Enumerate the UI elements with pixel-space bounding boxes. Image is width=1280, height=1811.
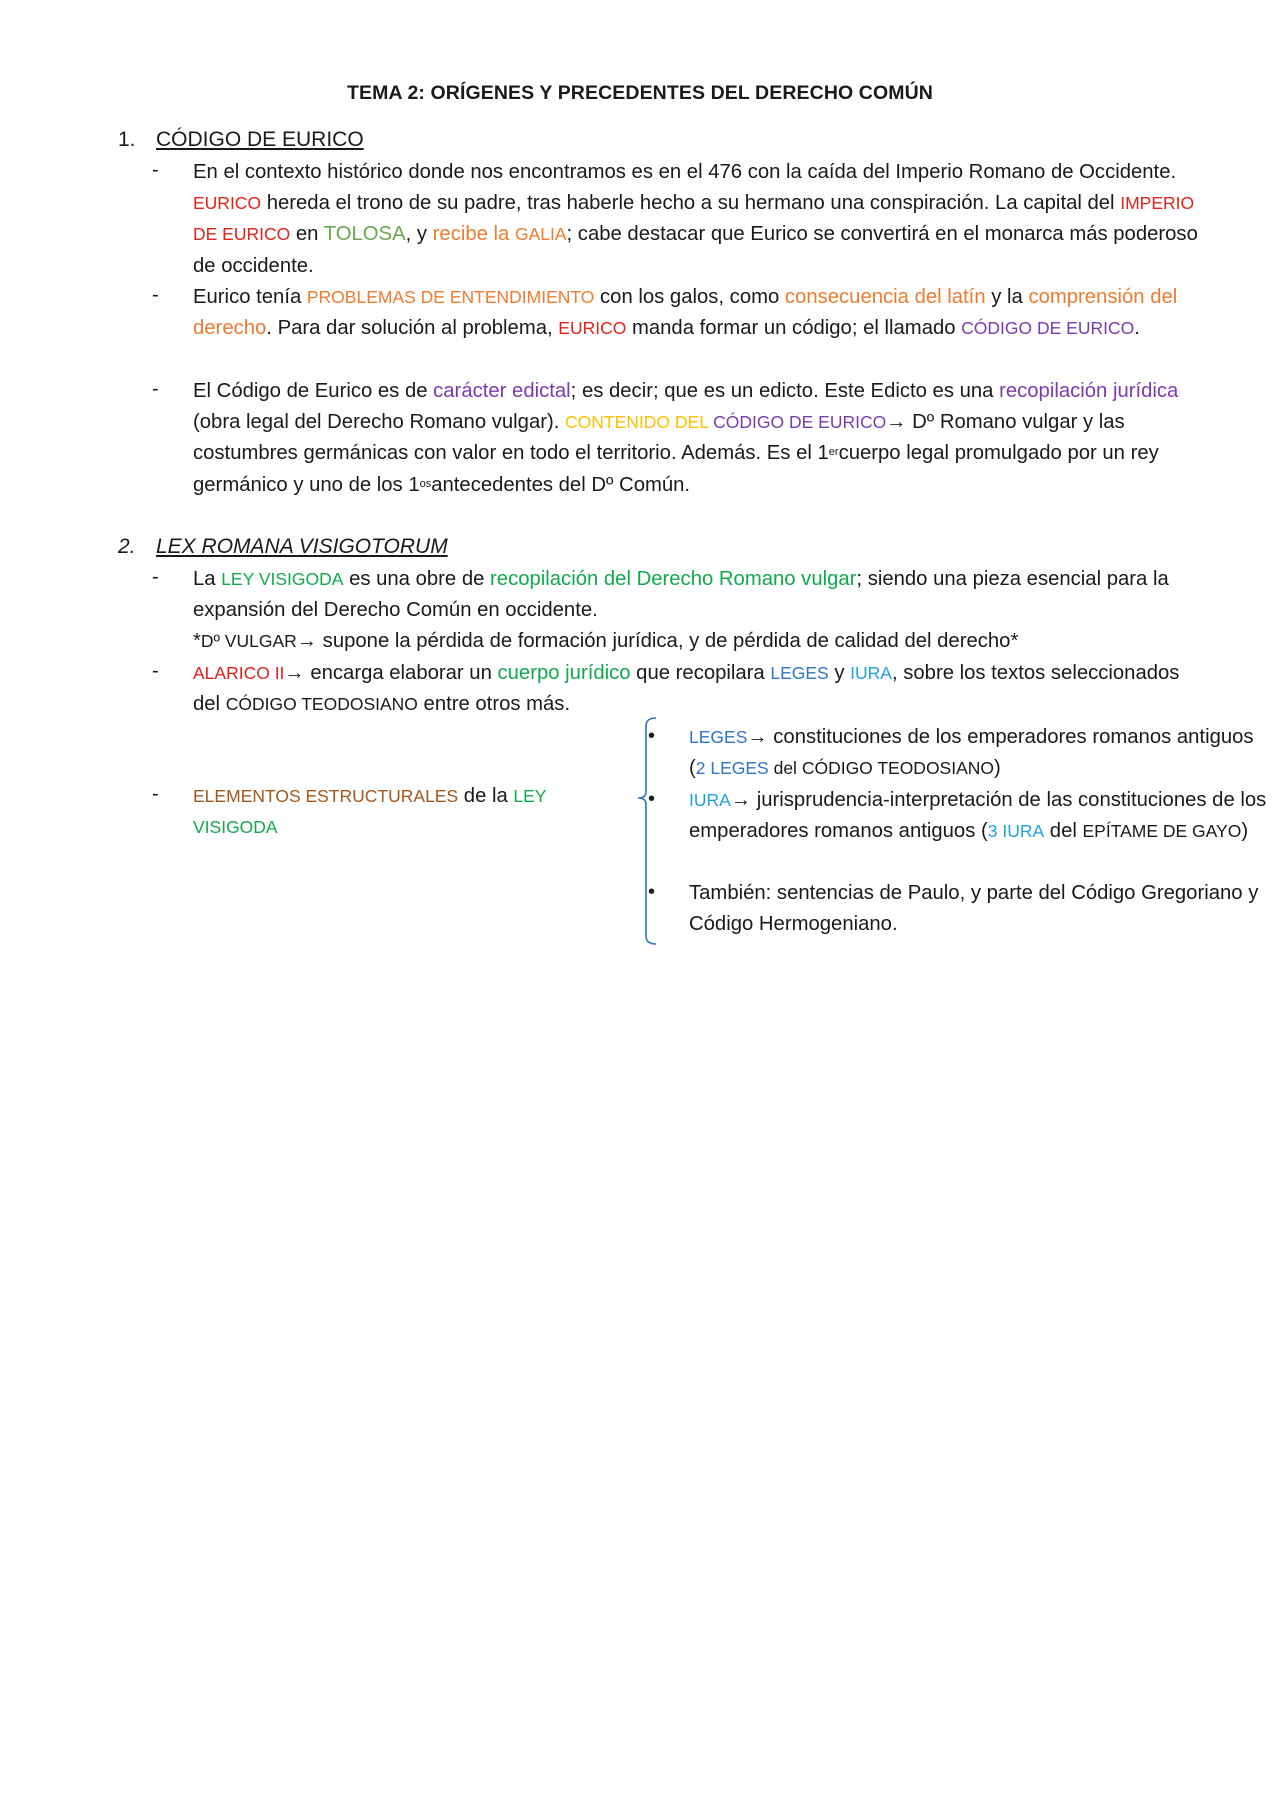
term-comprension: comprensión del derecho: [193, 286, 1178, 340]
section-2-heading: [118, 535, 448, 559]
text: → constituciones de los emperadores romanos antiguos (: [689, 726, 1254, 780]
term-iura: IURA: [850, 663, 892, 683]
superscript: er: [828, 446, 839, 459]
term-eurico: EURICO: [193, 193, 262, 214]
text: , sobre los textos seleccionados del: [193, 662, 1180, 716]
term-codigo-de-eurico: CÓDIGO DE EURICO: [961, 318, 1135, 339]
term-recopilacion-juridica: recopilación jurídica: [999, 380, 1179, 402]
text: manda formar un código; el llamado: [626, 317, 962, 340]
text: y la: [985, 286, 1029, 308]
bullet-marker: •: [648, 788, 656, 810]
s2-note: [193, 626, 1203, 657]
text: cuerpo legal promulgado por un rey germánico y uno de los 1: [193, 442, 1159, 496]
text: El Código de Eurico es de: [193, 380, 434, 402]
text: hereda el trono de su padre, tras haberle hecho a su hermano una conspiración. La capital del: [261, 192, 1121, 215]
term-cuerpo-juridico: cuerpo jurídico: [497, 662, 631, 684]
section-2-title: LEX ROMANA VISIGOTORUM: [156, 535, 448, 558]
dash-marker: -: [152, 284, 159, 306]
text: La: [193, 568, 222, 590]
bullet-marker: •: [648, 881, 656, 903]
dash-marker: -: [152, 159, 159, 181]
text: ): [1241, 820, 1249, 843]
term-d-vulgar: Dº VULGAR: [200, 631, 297, 651]
section-1-heading: [118, 128, 364, 152]
term-problemas: PROBLEMAS DE ENTENDIMIENTO: [306, 287, 595, 307]
text: es una obre de: [343, 568, 491, 590]
bullet-item-tambien: [689, 878, 1269, 940]
term-alarico: ALARICO II: [193, 663, 285, 683]
page-title: TEMA 2: ORÍGENES Y PRECEDENTES DEL DERECHO COMÚN: [347, 82, 933, 104]
curly-brace-icon: [636, 716, 658, 948]
section-1-number: 1.: [118, 128, 136, 151]
term-3-iura: 3 IURA: [987, 821, 1045, 842]
dash-marker: -: [152, 566, 159, 588]
text: del: [768, 758, 802, 779]
text: *: [193, 630, 201, 652]
dash-marker: -: [152, 378, 159, 400]
text: En el contexto histórico donde nos encontramos es en el 476 con la caída del Imperio Romano de Occidente.: [193, 161, 1177, 183]
text: ; es decir; que es un edicto. Este Edicto es una: [570, 380, 1000, 402]
s1-paragraph-1: [193, 157, 1203, 282]
dash-marker: -: [152, 660, 159, 682]
term-ley-visigoda: LEY VISIGODA: [193, 786, 547, 838]
term-codigo-de-eurico: CÓDIGO DE EURICO: [713, 412, 887, 433]
s2-paragraph-3: [193, 781, 633, 843]
text: ; siendo una pieza esencial para la expansión del Derecho Común en occidente.: [193, 568, 1169, 622]
term-recibe: recibe la: [432, 223, 515, 246]
term-leges: LEGES: [689, 727, 748, 747]
term-eurico: EURICO: [558, 318, 627, 339]
section-2-number: 2.: [118, 535, 136, 558]
term-tolosa: TOLOSA: [323, 223, 406, 246]
text: (obra legal del Derecho Romano vulgar).: [193, 411, 566, 434]
text: → supone la pérdida de formación jurídica, y de pérdida de calidad del derecho*: [296, 630, 1019, 652]
term-2-leges: 2 LEGES: [695, 758, 769, 779]
term-recopilacion: recopilación del Derecho Romano vulgar: [490, 568, 857, 590]
term-consecuencia: consecuencia del latín: [784, 286, 986, 308]
term-iura: IURA: [689, 790, 731, 810]
text: y: [828, 662, 851, 684]
text: → encarga elaborar un: [284, 662, 498, 684]
term-elementos-estructurales: ELEMENTOS ESTRUCTURALES: [193, 786, 459, 806]
text: entre otros más.: [417, 693, 571, 716]
term-codigo-teodosiano: CÓDIGO TEODOSIANO: [225, 694, 418, 715]
s2-paragraph-2: [193, 658, 1203, 720]
term-codigo-teodosiano: CÓDIGO TEODOSIANO: [801, 758, 995, 779]
s2-paragraph-1: [193, 564, 1203, 626]
s1-paragraph-2: [193, 282, 1203, 344]
text: con los galos, como: [594, 286, 785, 308]
superscript: os: [419, 477, 432, 490]
text: ): [994, 757, 1001, 780]
text: en: [290, 223, 324, 246]
text: , y: [405, 223, 433, 246]
term-caracter-edictal: carácter edictal: [433, 380, 571, 402]
text: del: [1044, 820, 1083, 843]
text: antecedentes del Dº Común.: [431, 473, 691, 496]
text: que recopilara: [630, 662, 771, 684]
text: Eurico tenía: [193, 286, 307, 308]
bullet-item-leges: [689, 722, 1269, 784]
s1-paragraph-3: [193, 376, 1203, 501]
bullet-item-iura: [689, 785, 1269, 847]
term-ley-visigoda: LEY VISIGODA: [221, 569, 344, 589]
text: → jurisprudencia-interpretación de las constituciones de los emperadores romanos antiguos (: [689, 789, 1267, 843]
text: ; cabe destacar que Eurico se convertirá en el monarca más poderoso de occidente.: [193, 223, 1198, 277]
term-imperio-de-eurico: IMPERIO DE EURICO: [193, 193, 1195, 245]
term-leges: LEGES: [770, 663, 829, 683]
text: . Para dar solución al problema,: [266, 317, 559, 340]
text: → Dº Romano vulgar y las costumbres germánicas con valor en todo el territorio. Además. Es el 1: [193, 411, 1125, 465]
term-galia: GALIA: [514, 224, 567, 245]
text: de la: [458, 785, 514, 807]
text: También: sentencias de Paulo, y parte del Código Gregoriano y Código Hermogeniano.: [689, 882, 1259, 936]
term-contenido: CONTENIDO DEL: [565, 412, 714, 433]
text: .: [1134, 317, 1140, 340]
term-epitame-de-gayo: EPÍTAME DE GAYO: [1082, 821, 1242, 842]
section-1-title: CÓDIGO DE EURICO: [156, 128, 364, 151]
bullet-marker: •: [648, 725, 656, 747]
dash-marker: -: [152, 783, 159, 805]
